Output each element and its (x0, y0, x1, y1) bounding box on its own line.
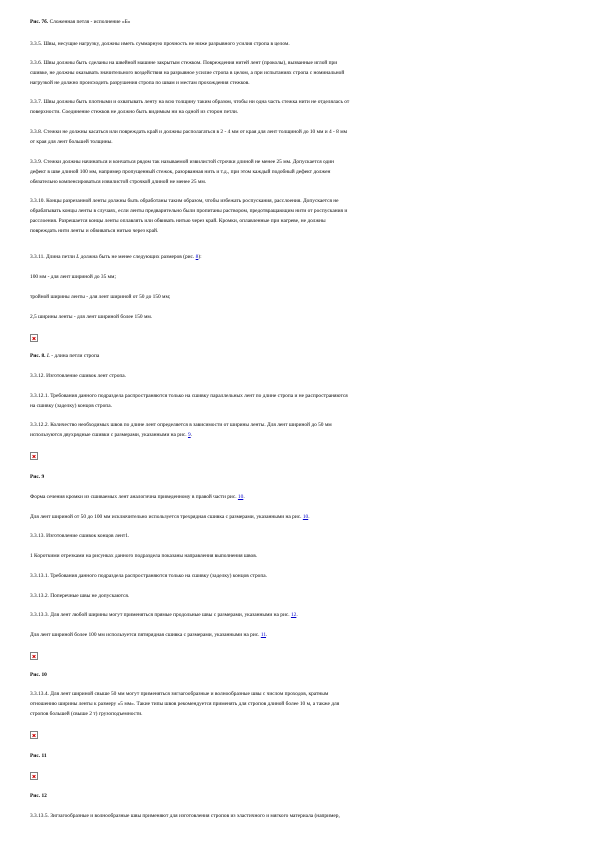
paragraph-3-3-13-3 (30, 610, 570, 620)
paragraph-form (30, 492, 570, 502)
paragraph-3-3-11 (30, 252, 570, 262)
figure-caption-12: Рис. 12 (30, 793, 47, 799)
text-run: . (243, 494, 245, 500)
paragraph-3-3-7 (30, 97, 570, 117)
text-run: Форма сечения кромки из сшиваемых лент аналогична приведенному в правой части рис. (30, 494, 238, 500)
text-line: 3.3.10. Концы разрезанной ленты должны быть обработаны таким образом, чтобы избежать роспускания, расслоения. Допускается не (30, 198, 339, 204)
caption-label: Рис. 8. (30, 353, 46, 359)
text-line: 3.3.7. Швы должны быть плотными и охватывать ленту на всю толщину таким образом, чтобы ни одна часть стежка нити не отделялась от (30, 99, 350, 105)
text-line: 3.3.6. Швы должны быть сделаны на швейной машине закрытым стежком. Повреждения нитей лент (проколы), вызванные иглой при (30, 60, 338, 66)
broken-image-icon (30, 731, 38, 739)
paragraph-3-3-8 (30, 127, 570, 147)
caption-text: Сложенная петля - исполнение «Б» (48, 19, 131, 25)
paragraph-3-3-13-4 (30, 689, 570, 719)
list-item: тройной ширины ленты - для лент шириной от 50 до 150 мм; (30, 294, 171, 300)
text-run: должна быть не менее следующих размеров (рис. (79, 254, 196, 260)
caption-label: Рис. 7б. (30, 19, 49, 25)
text-line: на сшивку (заделку) концов стропа. (30, 403, 112, 409)
caption-text: - длина петли стропа (49, 353, 100, 359)
text-run: используются двухрядные сшивки с размерами, указанными на рис. (30, 432, 188, 438)
paragraph-3-3-12-1 (30, 391, 570, 411)
text-line: 3.3.12.1. Требования данного подраздела распространяются только на сшивку параллельных лент по длине стропа и не распространяются (30, 393, 348, 399)
figure-caption-9: Рис. 9 (30, 474, 45, 480)
text-line: сшивке, не должны оказывать значительного воздействия на разрывное усилие стропа в целом, а при испытаниях стропа с номинальной (30, 70, 345, 76)
text-line: дефект в шве длиной 100 мм, например пропущенный стежок, разорванная нить и т.д., при этом каждый подобный дефект должен (30, 169, 331, 175)
paragraph-3-3-13-2: 3.3.13.2. Поперечные швы не допускаются. (30, 593, 130, 599)
figure-link-8[interactable]: 8 (195, 254, 199, 260)
paragraph-3-3-12: 3.3.12. Изготовление сшивок лент стропа. (30, 373, 127, 379)
text-run: . (296, 612, 298, 618)
text-run: . (308, 514, 310, 520)
paragraph-3-3-13-5: 3.3.13.5. Зигзагообразные и волнообразные швы применяют для изготовления стропов из эластичного и мягкого материала (например, (30, 813, 340, 819)
text-line: нагрузкой не должно происходить разрушения стропа по швам и местам прохождения стежков. (30, 80, 250, 86)
text-line: повреждать нити ленты и обвиваться нитью через край. (30, 228, 159, 234)
broken-image-icon (30, 652, 38, 660)
broken-image-icon (30, 334, 38, 342)
paragraph-3-3-5 (30, 39, 570, 49)
paragraph-3-3-6 (30, 58, 570, 88)
figure-caption-8 (30, 351, 570, 361)
paragraph-3-3-12-2 (30, 420, 570, 440)
figure-link-11[interactable]: 11 (260, 632, 267, 638)
text-line: 3.3.12.2. Количество необходимых швов по длине лент определяется в зависимости от ширины ленты. Для лент шириной до 50 мм (30, 422, 332, 428)
figure-link-10[interactable]: 10 (237, 494, 244, 500)
text-line: обрабатывать концы ленты в случаях, если ленты предварительно были пропитаны раствором, предотвращающим нити от роспускания и (30, 208, 348, 214)
text-run: Для лент шириной от 50 до 100 мм исключительно используется трехрядная сшивка с размерами, указанными на рис. (30, 514, 303, 520)
text-line: 3.3.9. Стежки должны начинаться и кончаться рядом так называемой извилистой строчки длиной не менее 25 мм. Допускается один (30, 159, 335, 165)
text-run: . (190, 432, 193, 438)
variable-l: L (45, 353, 50, 359)
text-run: 3.3.13.3. Для лент любой ширины могут применяться прямые продольные швы с размерами, указанными на рис. (30, 612, 291, 618)
broken-image-icon (30, 772, 38, 780)
figure-caption-11: Рис. 11 (30, 753, 47, 759)
text-line: от края для лент большей толщины. (30, 139, 113, 145)
paragraph-3-3-13: 3.3.13. Изготовление сшивок концов лент1. (30, 533, 130, 539)
figure-link-12[interactable]: 12 (290, 612, 297, 618)
text-line: расслоения. Разрешается концы ленты оплавлять или обвивать нитью через край. Кромки, оплавленные при нагреве, не должны (30, 218, 326, 224)
figure-caption-10: Рис. 10 (30, 672, 47, 678)
text-line: поверхности. Соединение стежков не должно быть видимым ни на одной из сторон петли. (30, 109, 239, 115)
text-run: ): (198, 254, 202, 260)
figure-link-10[interactable]: 10 (302, 514, 309, 520)
text-line (30, 430, 570, 440)
list-item: 2,5 ширины ленты - для лент шириной более 150 мм. (30, 314, 153, 320)
figure-link-9[interactable]: 9 (187, 432, 191, 438)
paragraph-3-3-13-1: 3.3.13.1. Требования данного подраздела распространяются только на сшивку (заделку) концов стропа. (30, 573, 267, 579)
text-line: обязательно компенсироваться извилистой строчкой длиной не менее 25 мм. (30, 179, 207, 185)
text-run: Для лент шириной более 100 мм используется пятирядная сшивка с размерами, указанными на рис. (30, 632, 261, 638)
text-line: 3.3.8. Стежки не должны касаться или повреждать край и должны располагаться в 2 - 4 мм от края для лент толщиной до 10 мм и 4 - 8 мм (30, 129, 348, 135)
list-item: 100 мм - для лент шириной до 35 мм; (30, 274, 116, 280)
paragraph-3-3-9 (30, 157, 570, 187)
text-line: 3.3.13.4. Для лент шириной свыше 50 мм могут применяться зигзагообразные и волнообразные швы с числом проходов, кратным (30, 691, 329, 697)
variable-l: L (76, 254, 80, 260)
text-line: 3.3.5. Швы, несущие нагрузку, должны иметь суммарную прочность не ниже разрывного усилия стропа в целом. (30, 41, 290, 47)
text-line: стропов большей (свыше 2 т) грузоподъемности. (30, 711, 143, 717)
text-line: отношению ширины ленты к размеру «5 мм». Такие типы швов рекомендуется применять для стропов длиной более 10 м, а также для (30, 701, 340, 707)
figure-caption-7b (30, 17, 570, 27)
text-run: . (266, 632, 268, 638)
paragraph-over-100 (30, 630, 570, 640)
text-run: 3.3.11. Длина петли (30, 254, 77, 260)
broken-image-icon (30, 452, 38, 460)
footnote: 1 Короткими отрезками на рисунках данного подраздела показаны направления выполнения швов. (30, 553, 258, 559)
paragraph-50-100 (30, 512, 570, 522)
paragraph-3-3-10 (30, 196, 570, 236)
